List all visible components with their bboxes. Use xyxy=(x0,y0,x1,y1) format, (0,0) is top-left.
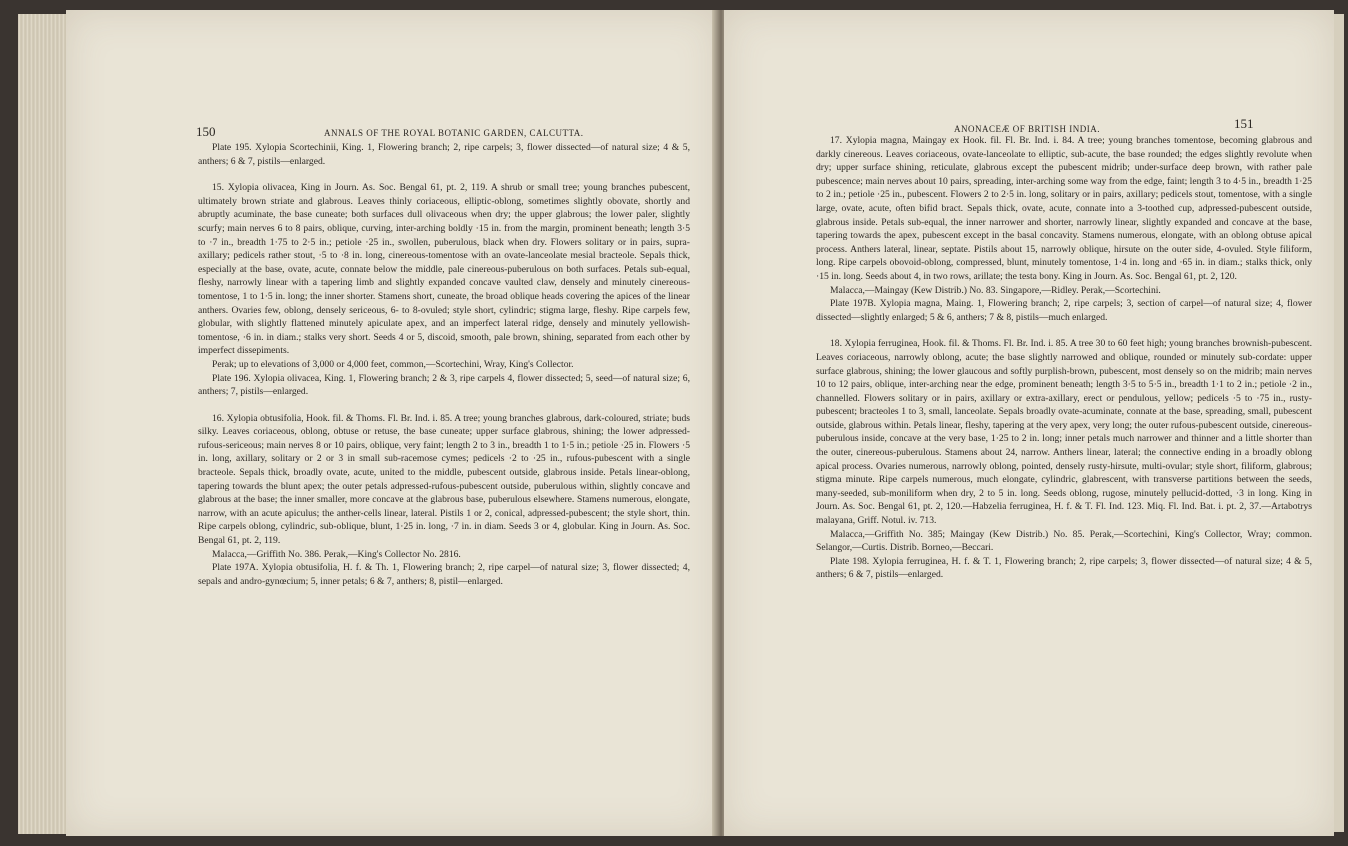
right-para-species-18: 18. Xylopia ferruginea, Hook. fil. & Thoms. Fl. Br. Ind. i. 85. A tree 30 to 60 feet high; young branches brownish-pubescent. Leaves coriaceous, narrowly oblong, acute; the base slightly narrowed and oblique, rounded or minutely sub-cordate: upper surface glabrous, shining; the lower glaucous and softly purplish-brown, pubescent, most densely so on the midrib; main nerves 10 to 12 pairs, oblique, inter-arching near the edge, prominent beneath; length 3·5 to 5·5 in., breadth 1·1 to 2 in.; petiole ·2 in., channelled. Flowers solitary or in pairs, axillary or extra-axillary, erect or pendulous, yellow; pedicels ·5 to ·75 in., rusty-pubescent; bracteoles 1 to 3, small, lanceolate. Sepals broadly ovate-acuminate, connate at the base, spreading, small, pubescent outside, glabrous within. Petals linear, fleshy, tapering at the very apex, very long; the outer rufous-pubescent outside, cinereous-puberulous inside, concave at the very base, 1·25 to 2 in. long; inner petals much narrower and thinner and a little shorter than the outer, cinereous-puberulous. Stamens about 24, narrow. Anthers linear, lateral; the connective ending in a broadly oblong apical process. Ovaries numerous, narrowly oblong, pointed, densely rusty-hirsute, multi-ovular; style short, filiform, glabrous; stigma minute. Ripe carpels numerous, much elongate, cylindric, glabrescent, with transverse partitions between the seeds, many-seeded, sub-moniliform when dry, 2 to 5 in. long. Seeds oblong, rugose, minutely pellucid-dotted, ·3 in long. King in Journ. As. Soc. Bengal 61, pt. 2, 120.—Habzelia ferruginea, H. f. & T. Fl. Ind. 123. Miq. Fl. Ind. Bat. i. pt. 2, 37.—Artabotrys malayana, Griff. Notul. iv. 713. xyxy=(816,338,1312,527)
left-running-head: ANNALS OF THE ROYAL BOTANIC GARDEN, CALCUTTA. xyxy=(324,128,584,138)
right-para-species-17: 17. Xylopia magna, Maingay ex Hook. fil. Fl. Br. Ind. i. 84. A tree; young branches tomentose, becoming glabrous and darkly cinereous. Leaves coriaceous, ovate-lanceolate to elliptic, sub-acute, the base rounded; the edges slightly revolute when dry; upper surface shining, reticulate, glabrous except the pubescent midrib; under-surface deep brown, with rather pale pubescence; main nerves about 10 pairs, spreading, inter-arching some way from the edge, faint; length 3 to 4·5 in., breadth 1·25 to 2 in.; petiole ·25 in., pubescent. Flowers 2 to 2·5 in. long, solitary or in pairs, axillary; pedicels stout, tomentose, with a single large, ovate, acute, often bifid bract. Sepals thick, ovate, acute, connate into a 3-toothed cup, adpressed-pubescent outside, glabrous inside. Petals sub-equal, the inner narrower and shorter, narrowly linear, slightly expanded and concave at the base, tapering towards the apex, pubescent except in the basal concavity. Stamens numerous, elongate, with an oblong obtuse apical process. Anthers lateral, linear, septate. Pistils about 15, narrowly oblique, hirsute on the outer side, 4-ovuled. Style filiform, long. Ripe carpels obovoid-oblong, compressed, blunt, minutely tomentose, 1·4 in. long and ·65 in. in diam.; stalks thick, only ·15 in. long. Seeds about 4, in two rows, arillate; the testa bony. King in Journ. As. Soc. Bengal 61, pt. 2, 120. xyxy=(816,135,1312,282)
left-page-number: 150 xyxy=(196,124,216,139)
right-page xyxy=(724,10,1334,836)
right-running-head: ANONACEÆ OF BRITISH INDIA. xyxy=(954,124,1101,134)
left-para-plate-196: Plate 196. Xylopia olivacea, King. 1, Flowering branch; 2 & 3, ripe carpels 4, flower dissected; 5, seed—of natural size; 6, anthers; 7, pistils—enlarged. xyxy=(198,372,690,398)
left-page xyxy=(66,10,718,836)
right-body xyxy=(816,134,1312,582)
left-para-species-16: 16. Xylopia obtusifolia, Hook. fil. & Thoms. Fl. Br. Ind. i. 85. A tree; young branches glabrous, dark-coloured, striate; buds silky. Leaves coriaceous, oblong, obtuse or retuse, the base cuneate; upper surface glabrous, shining; the lower adpressed-rufous-sericeous; main nerves 8 or 10 pairs, oblique, very faint; length 2 to 3 in., breadth 1 to 1·5 in.; petiole ·25 in. Flowers ·5 in. long, axillary, solitary or 2 or 3 in small sub-racemose cymes; pedicels ·2 to ·25 in., rufous-pubescent with a single bracteole. Sepals thick, broadly ovate, acute, united to the middle, pubescent outside, glabrous inside. Petals linear-oblong, tapering towards the blunt apex; the outer petals adpressed-rufous-pubescent outside, puberulous within, slightly concave and glabrous at the base; the inner smaller, more concave at the glabrous base, puberulous elsewhere. Stamens numerous, elongate, narrow, with an acute apiculus; the anther-cells linear, lateral. Pistils 1 or 2, conical, adpressed-pubescent; the style short, thin. Ripe carpels oblong, cylindric, sub-oblique, blunt, 1·25 in. long, ·7 in. in diam. Seeds 3 or 4, globular. King in Journ. As. Soc. Bengal 61, pt. 2, 119. xyxy=(198,412,690,547)
right-para-locality-18: Malacca,—Griffith No. 385; Maingay (Kew Distrib.) No. 85. Perak,—Scortechini, King's Collector, Wray; common. Selangor,—Curtis. Distrib. Borneo,—Beccari. xyxy=(816,528,1312,554)
left-para-plate-197a: Plate 197A. Xylopia obtusifolia, H. f. & Th. 1, Flowering branch; 2, ripe carpel—of natural size; 3, flower dissected; 4, sepals and andro-gynœcium; 5, inner petals; 6 & 7, anthers; 8, pistil—enlarged. xyxy=(198,562,690,587)
page-stack-edge xyxy=(18,14,70,834)
left-para-locality-15: Perak; up to elevations of 3,000 or 4,000 feet, common,—Scortechini, Wray, King's Collector. xyxy=(212,358,574,370)
right-page-edge xyxy=(1334,14,1344,832)
right-para-plate-197b: Plate 197B. Xylopia magna, Maing. 1, Flowering branch; 2, ripe carpels; 3, section of carpel—of natural size; 4, flower dissected—slightly enlarged; 5 & 6, anthers; 7 & 8, pistils—much enlarged. xyxy=(816,298,1312,323)
right-para-locality-17: Malacca,—Maingay (Kew Distrib.) No. 83. Singapore,—Ridley. Perak,—Scortechini. xyxy=(830,284,1161,296)
left-para-locality-16: Malacca,—Griffith No. 386. Perak,—King's Collector No. 2816. xyxy=(212,548,461,560)
right-para-plate-198: Plate 198. Xylopia ferruginea, H. f. & T. 1, Flowering branch; 2, ripe carpels; 3, flower dissected—of natural size; 4 & 5, anthers; 6 & 7, pistils—enlarged. xyxy=(816,555,1312,581)
left-body xyxy=(198,141,690,588)
left-para-plate-195: Plate 195. Xylopia Scortechinii, King. 1, Flowering branch; 2, ripe carpels; 3, flower dissected—of natural size; 4 & 5, anthers; 6 & 7, pistils—enlarged. xyxy=(198,142,690,167)
right-page-number: 151 xyxy=(1234,116,1254,131)
left-para-species-15: 15. Xylopia olivacea, King in Journ. As. Soc. Bengal 61, pt. 2, 119. A shrub or small tree; young branches pubescent, ultimately brown striate and glabrous. Leaves thinly coriaceous, elliptic-oblong, sometimes slightly obovate, shortly and abruptly acuminate, the base cuneate; both surfaces dull olivaceous when dry; the upper glabrous; the lower paler, slightly scurfy; main nerves 6 to 8 pairs, oblique, curving, inter-arching boldly ·15 in. from the margin, prominent beneath; length 3·5 to ·7 in., breadth 1·75 to 2·5 in.; petiole ·25 in., swollen, puberulous, black when dry. Flowers solitary or in pairs, supra-axillary; pedicels rather stout, ·5 to ·8 in. long, cinereous-tomentose with an ovate-lanceolate mesial bracteole. Sepals thick, especially at the base, ovate, acute, connate below the middle, pale cinereous-puberulous on both surfaces. Petals sub-equal, fleshy, narrowly linear with a tapering limb and slightly expanded concave vaulted claw, densely and minutely cinereous-tomentose, 1 to 1·5 in. long; the inner shorter. Stamens short, cuneate, the broad oblique heads covering the apices of the linear anthers. Ovaries few, oblong, densely sericeous, 6- to 8-ovuled; style short, cylindric; stigma large, fleshy. Ripe carpels few, globular, with slightly flattened minutely apiculate apex, and an imperfect lateral ridge, densely and minutely yellowish-tomentose, ·6 in. in diam.; stalks very short. Seeds 4 or 5, discoid, smooth, pale brown, shining, separated from each other by imperfect dissepiments. xyxy=(198,182,690,357)
